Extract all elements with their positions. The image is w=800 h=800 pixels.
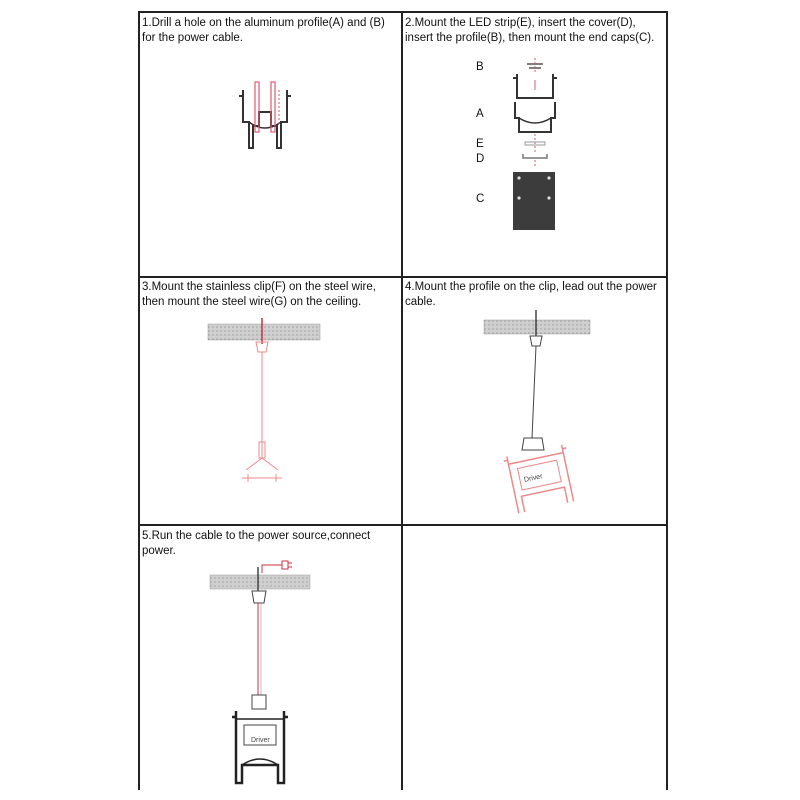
exploded-assembly-illustration (505, 58, 565, 233)
driver-label-step4: Driver (523, 473, 544, 484)
label-d: D (476, 153, 485, 165)
label-e: E (476, 138, 484, 150)
profile-drilling-illustration (235, 82, 295, 152)
label-a: A (476, 108, 484, 120)
step-1-caption: 1.Drill a hole on the aluminum profile(A) and (B) for the power cable. (142, 17, 385, 44)
label-b: B (476, 61, 484, 73)
label-c: C (476, 193, 485, 205)
power-connection-illustration (206, 557, 316, 787)
profile-on-clip-illustration (484, 308, 604, 518)
grid-line-right (666, 11, 668, 790)
grid-line-left (138, 11, 140, 790)
step-4-caption: 4.Mount the profile on the clip, lead out the power cable. (405, 281, 657, 308)
driver-label-step5: Driver (251, 737, 270, 744)
step-5-caption: 5.Run the cable to the power source,connect power. (142, 530, 371, 557)
wire-clip-ceiling-illustration (208, 318, 328, 488)
step-6-cell-empty (403, 526, 666, 790)
step-2-caption: 2.Mount the LED strip(E), insert the cover(D), insert the profile(B), then mount the end caps(C). (405, 17, 655, 44)
step-3-caption: 3.Mount the stainless clip(F) on the steel wire, then mount the steel wire(G) on the ceiling. (142, 281, 376, 308)
